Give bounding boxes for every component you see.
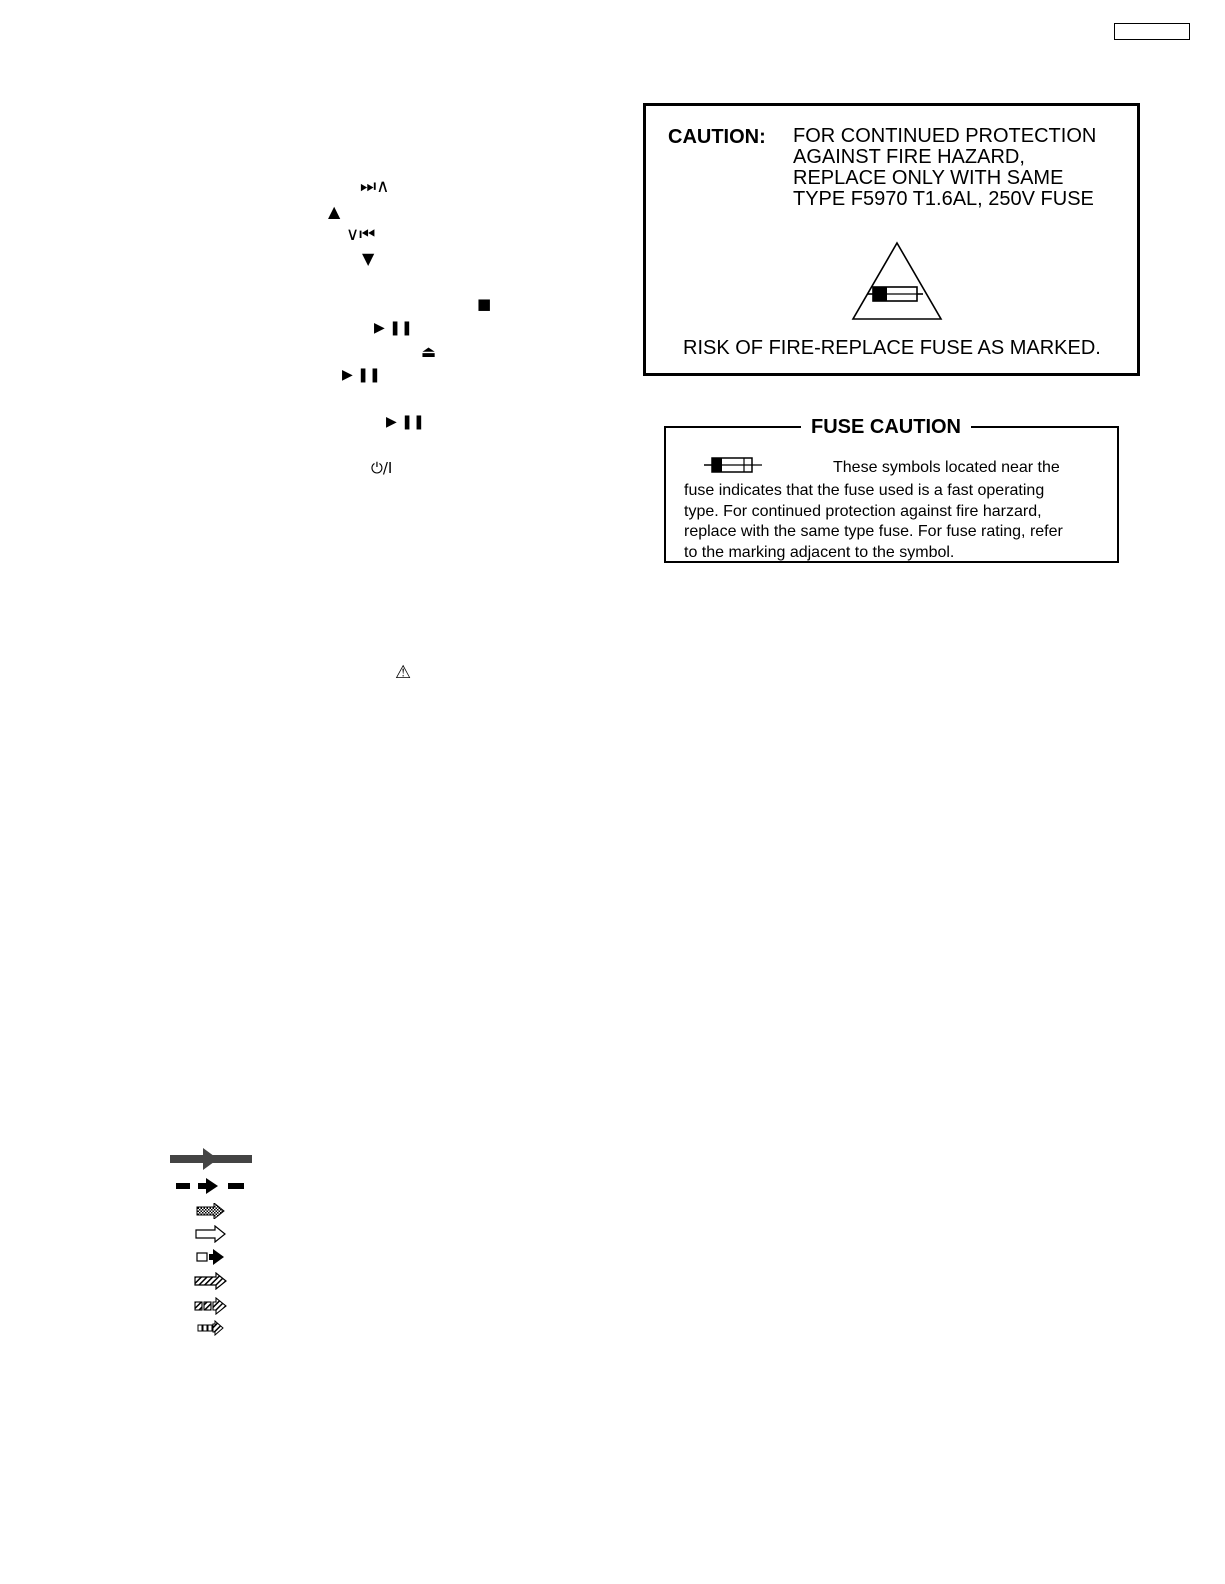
up-triangle-icon: ▲: [328, 202, 341, 221]
down-skip-back-icon: ∨⏮: [346, 224, 376, 245]
page-id-box: [1114, 23, 1190, 40]
fuse-caution-title: FUSE CAUTION: [801, 415, 971, 439]
double-hatched-arrow-icon: [194, 1297, 228, 1315]
fuse-caution-line: to the marking adjacent to the symbol.: [684, 543, 955, 561]
hollow-arrow-icon: [195, 1225, 227, 1243]
caution-line: REPLACE ONLY WITH SAME: [793, 167, 1064, 189]
caution-line: FOR CONTINUED PROTECTION: [793, 125, 1097, 147]
down-triangle-icon: ▼: [362, 249, 375, 268]
warning-icon: ⚠: [395, 662, 412, 683]
fuse-caution-first-line: These symbols located near the: [833, 459, 1060, 476]
skip-forward-up-icon: ⏭∧: [360, 176, 390, 197]
play-pause-icon: ▶ ❚❚: [342, 367, 381, 383]
box-solid-arrow-icon: [196, 1249, 226, 1265]
warning-triangle-icon: [851, 241, 943, 321]
eject-icon: ⏏: [421, 342, 437, 361]
small-boxes-arrow-icon: [197, 1320, 225, 1336]
fuse-caution-line: type. For continued protection against fire harzard,: [684, 502, 1042, 520]
caution-label: CAUTION:: [668, 126, 766, 148]
play-pause-icon: ▶ ❚❚: [374, 320, 413, 336]
caution-box: [643, 103, 1140, 376]
caution-footer: RISK OF FIRE-REPLACE FUSE AS MARKED.: [683, 337, 1101, 359]
play-pause-icon: ▶ ❚❚: [386, 414, 425, 430]
fuse-caution-line: replace with the same type fuse. For fuse rating, refer: [684, 523, 1063, 540]
fuse-icon: [704, 456, 762, 474]
fuse-caution-line: fuse indicates that the fuse used is a fast operating: [684, 482, 1045, 499]
dashed-line-arrow-icon: [176, 1178, 246, 1194]
stop-icon: ■: [477, 295, 492, 313]
fuse-caution-box: [664, 416, 1119, 563]
caution-line: TYPE F5970 T1.6AL, 250V FUSE: [793, 188, 1094, 210]
solid-line-arrow-icon: [170, 1148, 252, 1170]
power-icon: ⏻/I: [371, 459, 393, 477]
checkered-arrow-icon: [196, 1203, 226, 1219]
caution-text: [793, 126, 1096, 210]
hatched-arrow-icon: [194, 1272, 228, 1290]
caution-line: AGAINST FIRE HAZARD,: [793, 146, 1025, 168]
fuse-caution-text: [684, 481, 1063, 563]
